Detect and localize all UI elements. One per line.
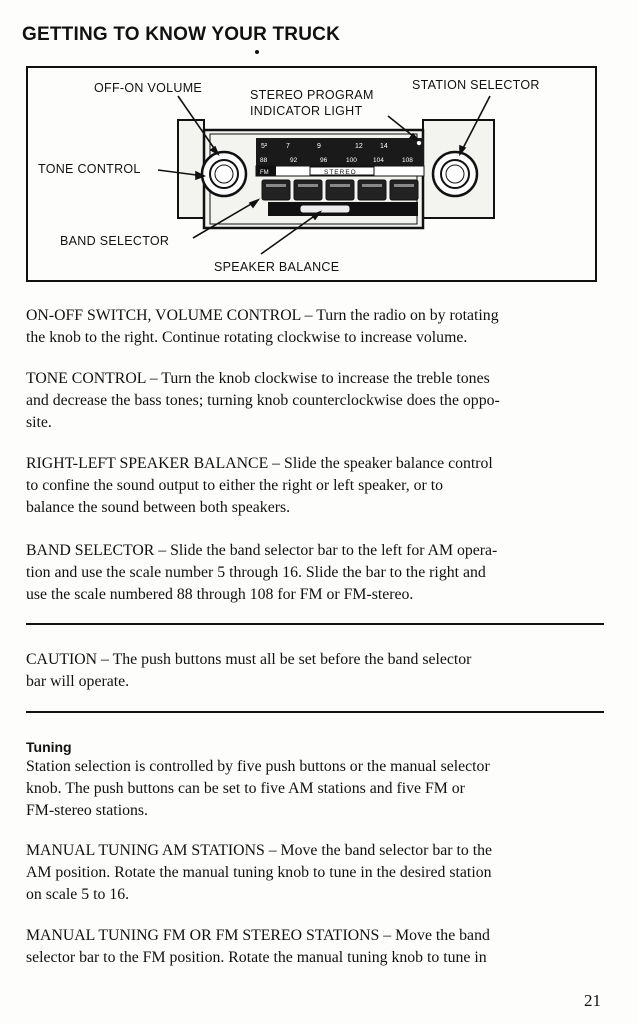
callout-tone-control: TONE CONTROL [38, 162, 141, 176]
text-line: knob. The push buttons can be set to five AM stations and five FM or [26, 780, 465, 797]
divider-bottom [26, 711, 604, 713]
paragraph-band-selector [26, 540, 606, 606]
callout-speaker-balance: SPEAKER BALANCE [214, 260, 340, 274]
page-title: GETTING TO KNOW YOUR TRUCK [22, 24, 340, 45]
text-line: FM-stereo stations. [26, 802, 148, 819]
stereo-indicator-light [417, 141, 421, 145]
dial-am-9: 9 [317, 143, 321, 150]
text-line: bar will operate. [26, 673, 130, 690]
paragraph-caution [26, 649, 606, 693]
push-buttons [262, 180, 418, 200]
dial-fm-108: 108 [402, 157, 413, 164]
text-line: MANUAL TUNING FM OR FM STEREO STATIONS – Move the band [26, 927, 490, 944]
text-line: tion and use the scale number 5 through 16. Slide the bar to the right and [26, 564, 486, 581]
text-line: and decrease the bass tones; turning knob counterclockwise does the oppo- [26, 392, 500, 409]
paragraph-manual-am [26, 840, 606, 906]
paragraph-tuning [26, 756, 606, 822]
text-line: AM position. Rotate the manual tuning knob to tune in the desired station [26, 864, 492, 881]
text-line: BAND SELECTOR – Slide the band selector bar to the left for AM opera- [26, 542, 498, 559]
dial-fm-92: 92 [290, 157, 298, 164]
text-line: selector bar to the FM position. Rotate the manual tuning knob to tune in [26, 949, 487, 966]
text-line: CAUTION – The push buttons must all be set before the band selector [26, 651, 472, 668]
callout-stereo-program-line1: STEREO PROGRAM [250, 88, 374, 102]
page-number: 21 [584, 991, 601, 1010]
text-line: the knob to the right. Continue rotating clockwise to increase volume. [26, 329, 468, 346]
dial-fm-96: 96 [320, 157, 328, 164]
text-line: ON-OFF SWITCH, VOLUME CONTROL – Turn the radio on by rotating [26, 307, 499, 324]
paragraph-speaker-balance [26, 453, 606, 519]
dial-stereo-label: STEREO [324, 169, 357, 176]
text-line: use the scale numbered 88 through 108 for FM or FM-stereo. [26, 586, 414, 603]
dial-fm-88: 88 [260, 157, 268, 164]
dial-fm-100: 100 [346, 157, 357, 164]
paragraph-tone-control [26, 368, 606, 434]
dial-fm-104: 104 [373, 157, 384, 164]
callout-stereo-program-line2: INDICATOR LIGHT [250, 104, 363, 118]
callout-band-selector: BAND SELECTOR [60, 234, 170, 248]
text-line: Station selection is controlled by five push buttons or the manual selector [26, 758, 490, 775]
radio-diagram [26, 66, 597, 282]
text-line: MANUAL TUNING AM STATIONS – Move the band selector bar to the [26, 842, 492, 859]
paragraph-manual-fm [26, 925, 606, 969]
callout-station-selector: STATION SELECTOR [412, 78, 540, 92]
text-line: TONE CONTROL – Turn the knob clockwise to increase the treble tones [26, 370, 490, 387]
dial-am-12: 12 [355, 143, 363, 150]
paragraph-on-off-switch [26, 305, 606, 349]
text-line: on scale 5 to 16. [26, 886, 130, 903]
right-knob [433, 152, 477, 196]
divider-top [26, 623, 604, 625]
title-dot [255, 50, 259, 54]
dial-window [256, 138, 424, 166]
text-line: RIGHT-LEFT SPEAKER BALANCE – Slide the speaker balance control [26, 455, 493, 472]
dial-am-14: 14 [380, 143, 388, 150]
left-knob [202, 152, 246, 196]
callout-off-on-volume: OFF-ON VOLUME [94, 81, 203, 95]
text-line: site. [26, 414, 52, 431]
text-line: balance the sound between both speakers. [26, 499, 291, 516]
dial-am-7: 7 [286, 143, 290, 150]
text-line: to confine the sound output to either the right or left speaker, or to [26, 477, 443, 494]
dial-am-5: 5² [261, 143, 268, 150]
tuning-heading: Tuning [26, 739, 72, 755]
dial-fm-label: FM [260, 170, 269, 176]
band-selector-bar [300, 205, 350, 213]
